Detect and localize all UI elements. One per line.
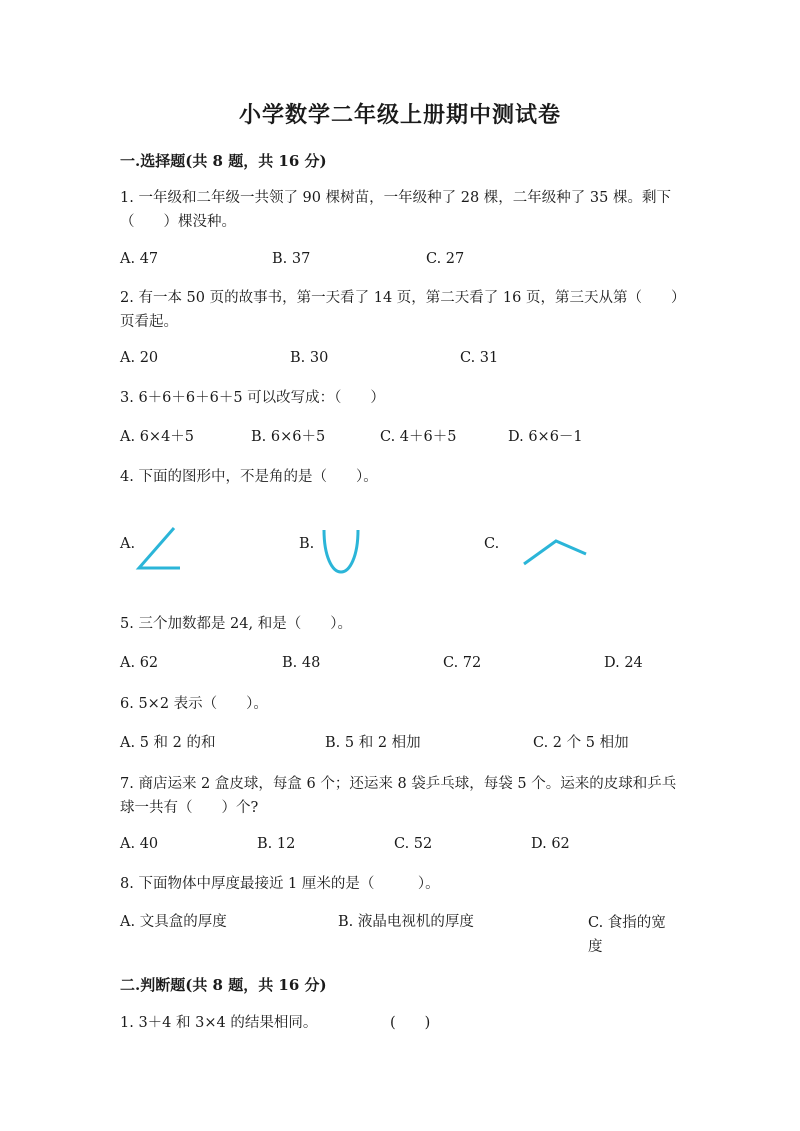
q2-option-b: B. 30 bbox=[290, 350, 329, 366]
question-8: 8. 下面物体中厚度最接近 1 厘米的是（ ）。 bbox=[120, 876, 440, 892]
section-heading-judgement: 二.判断题(共 8 题，共 16 分) bbox=[120, 976, 327, 994]
q3-option-b: B. 6×6＋5 bbox=[251, 429, 326, 445]
q1-option-a: A. 47 bbox=[120, 251, 159, 267]
q4-option-c: C. bbox=[484, 536, 500, 552]
q2-option-a: A. 20 bbox=[120, 350, 159, 366]
q8-option-c: C. 食指的宽度 bbox=[588, 915, 666, 955]
angle-figure-c bbox=[520, 536, 590, 568]
question-7: 7. 商店运来 2 盒皮球，每盒 6 个；还运来 8 袋乒乓球，每袋 5 个。运来的皮球和乒乓球一共有（ ）个? bbox=[120, 776, 677, 816]
q5-option-d: D. 24 bbox=[604, 655, 643, 671]
q6-option-a: A. 5 和 2 的和 bbox=[120, 735, 216, 751]
q8-option-b: B. 液晶电视机的厚度 bbox=[338, 914, 474, 930]
q7-option-c: C. 52 bbox=[394, 836, 433, 852]
q7-option-d: D. 62 bbox=[531, 836, 570, 852]
q7-option-a: A. 40 bbox=[120, 836, 159, 852]
q3-option-d: D. 6×6－1 bbox=[508, 429, 583, 445]
question-5: 5. 三个加数都是 24, 和是（ ）。 bbox=[120, 616, 352, 632]
question-1: 1. 一年级和二年级一共领了 90 棵树苗，一年级种了 28 棵，二年级种了 35 棵。剩下（ ）棵没种。 bbox=[120, 190, 671, 230]
q5-option-a: A. 62 bbox=[120, 655, 159, 671]
q2-option-c: C. 31 bbox=[460, 350, 499, 366]
question-3: 3. 6＋6＋6＋6＋5 可以改写成：（ ） bbox=[120, 390, 385, 406]
q3-option-a: A. 6×4＋5 bbox=[120, 429, 195, 445]
judgement-1: 1. 3＋4 和 3×4 的结果相同。 bbox=[120, 1015, 318, 1031]
q5-option-b: B. 48 bbox=[282, 655, 321, 671]
q1-option-c: C. 27 bbox=[426, 251, 465, 267]
section-heading-choice: 一.选择题(共 8 题，共 16 分) bbox=[120, 152, 327, 170]
angle-figure-a bbox=[136, 524, 184, 572]
q4-option-b: B. bbox=[299, 536, 315, 552]
q5-option-c: C. 72 bbox=[443, 655, 482, 671]
q6-option-c: C. 2 个 5 相加 bbox=[533, 735, 629, 751]
question-6: 6. 5×2 表示（ ）。 bbox=[120, 696, 268, 712]
q7-option-b: B. 12 bbox=[257, 836, 296, 852]
q1-option-b: B. 37 bbox=[272, 251, 311, 267]
q3-option-c: C. 4＋6＋5 bbox=[380, 429, 457, 445]
q6-option-b: B. 5 和 2 相加 bbox=[325, 735, 421, 751]
judgement-1-blank: ( ) bbox=[390, 1015, 431, 1031]
question-2: 2. 有一本 50 页的故事书，第一天看了 14 页，第二天看了 16 页，第三天从第（ ）页看起。 bbox=[120, 290, 679, 330]
page-title: 小学数学二年级上册期中测试卷 bbox=[238, 102, 561, 128]
curve-figure-b bbox=[318, 526, 366, 576]
question-4: 4. 下面的图形中，不是角的是（ ）。 bbox=[120, 469, 378, 485]
q8-option-a: A. 文具盒的厚度 bbox=[120, 914, 227, 930]
q4-option-a: A. bbox=[120, 536, 136, 552]
